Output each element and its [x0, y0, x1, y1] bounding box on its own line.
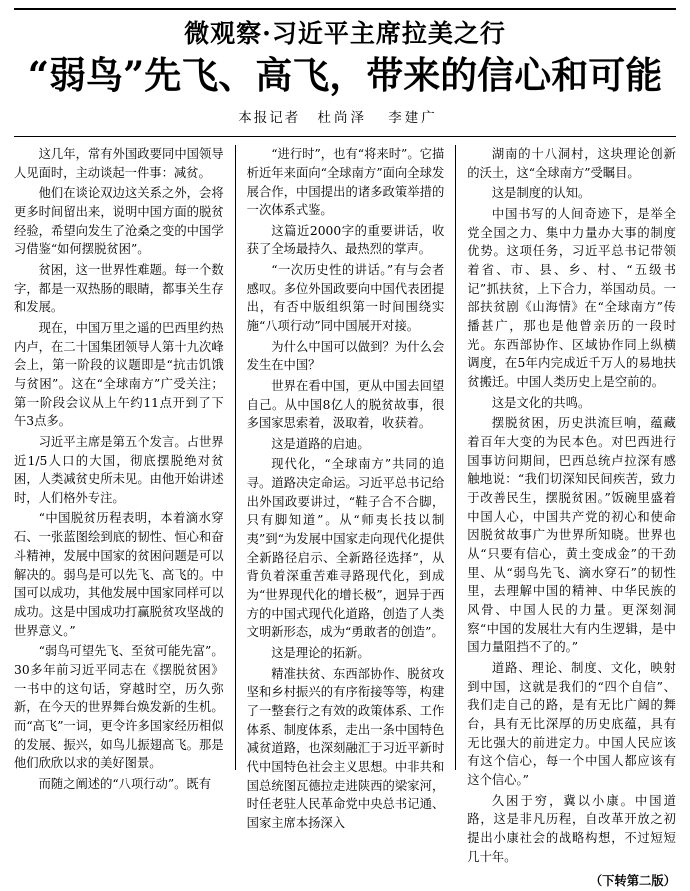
paragraph: 为什么中国可以做到？为什么会发生在中国？: [246, 339, 445, 373]
article-column-3: [455, 145, 676, 889]
article-column-1: [14, 145, 235, 791]
article-body: [14, 145, 676, 889]
paragraph: 中国书写的人间奇迹下，是举全党全国之力、集中力量办大事的制度优势。这项任务，习近平总书记带领着省、市、县、乡、村、“五级书记”抓扶贫，上下合力，举国动员。一部扶贫剧《山海情》在“全球南方”传播甚广，那也是他曾亲历的一段时光。东西部协作、区域协作同上纵横调度，在5年内完成近千万人的易地扶贫搬迁。中国人类历史上是空前的。: [467, 206, 676, 390]
article-column-2: [235, 145, 456, 830]
paragraph: 道路、理论、制度、文化，映射到中国，这就是我们的“四个自信”、我们走自己的路，是有无比广阔的舞台，具有无比深厚的历史底蕴，具有无比强大的前进定力。中国人民应该有这个信心，每一个中国人都应该有这个信心。”: [467, 660, 676, 788]
paragraph: “中国脱贫历程表明，本着滴水穿石、一张蓝图绘到底的韧性、恒心和奋斗精神，发展中国家的贫困问题是可以解决的。弱鸟是可以先飞、高飞的。中国可以成功，其他发展中国家同样可以成功。这是中国成功打赢脱贫攻坚战的世界意义。”: [14, 511, 224, 638]
paragraph: 这是理论的拓新。: [271, 645, 370, 660]
paragraph: “一次历史性的讲话。”有与会者感叹。多位外国政要向中国代表团提出，有否中版组织第一时间围绕实施“八项行动”同中国展开对接。: [246, 263, 445, 334]
continuation-note: （下转第二版）: [589, 873, 676, 889]
paragraph: “弱鸟可望先飞、至贫可能先富”。30多年前习近平同志在《摆脱贫困》一书中的这句话，穿越时空，历久弥新，在今天的世界舞台焕发新的生机。而“高飞”一词，更令许多国家经历相似的发展、振兴，如鸟儿振翅高飞。那是他们欣欣以求的美好图景。: [14, 644, 224, 771]
article-kicker: 微观察·习近平主席拉美之行: [184, 19, 506, 48]
paragraph: 这几年，常有外国政要同中国领导人见面时，主动谈起一件事：减贫。: [14, 147, 224, 180]
paragraph: 习近平主席是第五个发言。占世界近1/5人口的大国，彻底摆脱绝对贫困，人类减贫史所未见。由他开始讲述时，人们格外专注。: [14, 434, 224, 505]
byline-divider: [14, 136, 676, 137]
paragraph: 现在，中国万里之遥的巴西里约热内卢，在二十国集团领导人第十九次峰会上，第一阶段的议题即是“抗击饥饿与贫困”。这在“全球南方”广受关注；第一阶段会议从上午约11点开到了下午3点多。: [14, 320, 224, 429]
paragraph: 这是文化的共鸣。: [491, 395, 591, 410]
paragraph: 久困于穷，冀以小康。中国道路，这是非凡历程，自改革开放之初提出小康社会的战略构想，不过短短几十年。: [467, 793, 676, 864]
byline: [14, 106, 676, 126]
paragraph: “进行时”，也有“将来时”。它描析近年来面向“全球南方”面向全球发展合作，中国提出的诸多政策举措的一次体系式鉴。: [246, 147, 445, 218]
top-divider: [14, 8, 676, 10]
paragraph: 摆脱贫困，历史洪流巨响，蕴藏着百年大变的为民本色。对巴西进行国事访问期间，巴西总统卢拉深有感触地说：“我们切深知民间疾苦，致力于改善民生，摆脱贫困。”饭碗里盛着中国人心，中国共产党的初心和使命因脱贫故事广为世界所知晓。世界也从“只要有信心，黄土变成金”的干劲里、从“弱鸟先飞、滴水穿石”的韧性里，去理解中国的精神、中华民族的风骨、中国人民的力量。更深刻洞察“中国的发展壮大有内生逻辑，是中国力量阻挡不了的。”: [467, 416, 676, 655]
paragraph: 精准扶贫、东西部协作、脱贫攻坚和乡村振兴的有序衔接等等，构建了一整套行之有效的政策体系、工作体系、制度体系，走出一条中国特色减贫道路，也深刻融汇于习近平新时代中国特色社会主义思想。中非共和国总统图瓦德拉走进陕西的梁家河，时任老驻人民革命党中央总书记通、国家主席本扬深入: [246, 666, 445, 830]
byline-author-2: 李建广: [388, 110, 438, 127]
paragraph: 这篇近2000字的重要讲话，收获了全场最持久、最热烈的掌声。: [246, 223, 445, 257]
byline-author-1: 杜尚泽: [317, 110, 367, 127]
paragraph: 这是道路的启迪。: [271, 436, 370, 451]
paragraph: 贫困，这一世界性难题。每一个数字，都是一双热肠的眼睛，都事关生存和发展。: [14, 263, 224, 315]
paragraph: 现代化，“全球南方”共同的追寻。道路决定命运。习近平总书记给出外国政要讲过，“鞋子合不合脚，只有脚知道”。从“师夷长技以制夷”到“为发展中国家走向现代化提供全新路径启示、全新路径选择”，从背负着深重苦难寻路现代化，到成为“世界现代化的增长极”，迥异于西方的中国式现代化道路，创造了人类文明新形态，成为“勇敢者的创造”。: [246, 457, 445, 640]
byline-label: 本报记者: [238, 110, 301, 127]
paragraph: 这是制度的认知。: [491, 186, 591, 201]
paragraph: 而随之阐述的“八项行动”。既有: [38, 776, 212, 791]
page-title: “弱鸟”先飞、高飞，带来的信心和可能: [27, 52, 663, 97]
paragraph: 湖南的十八洞村，这块理论创新的沃土，这“全球南方”受瞩目。: [467, 147, 676, 180]
paragraph: 世界在看中国，更从中国去回望自己。从中国8亿人的脱贫故事，很多国家思索着，汲取着，收获着。: [246, 378, 445, 431]
paragraph: 他们在谈论双边这关系之外，会将更多时间留出来，说明中国方面的脱贫经验，希望向发生了沧桑之变的中国学习借鉴“如何摆脱贫困”。: [14, 186, 224, 257]
